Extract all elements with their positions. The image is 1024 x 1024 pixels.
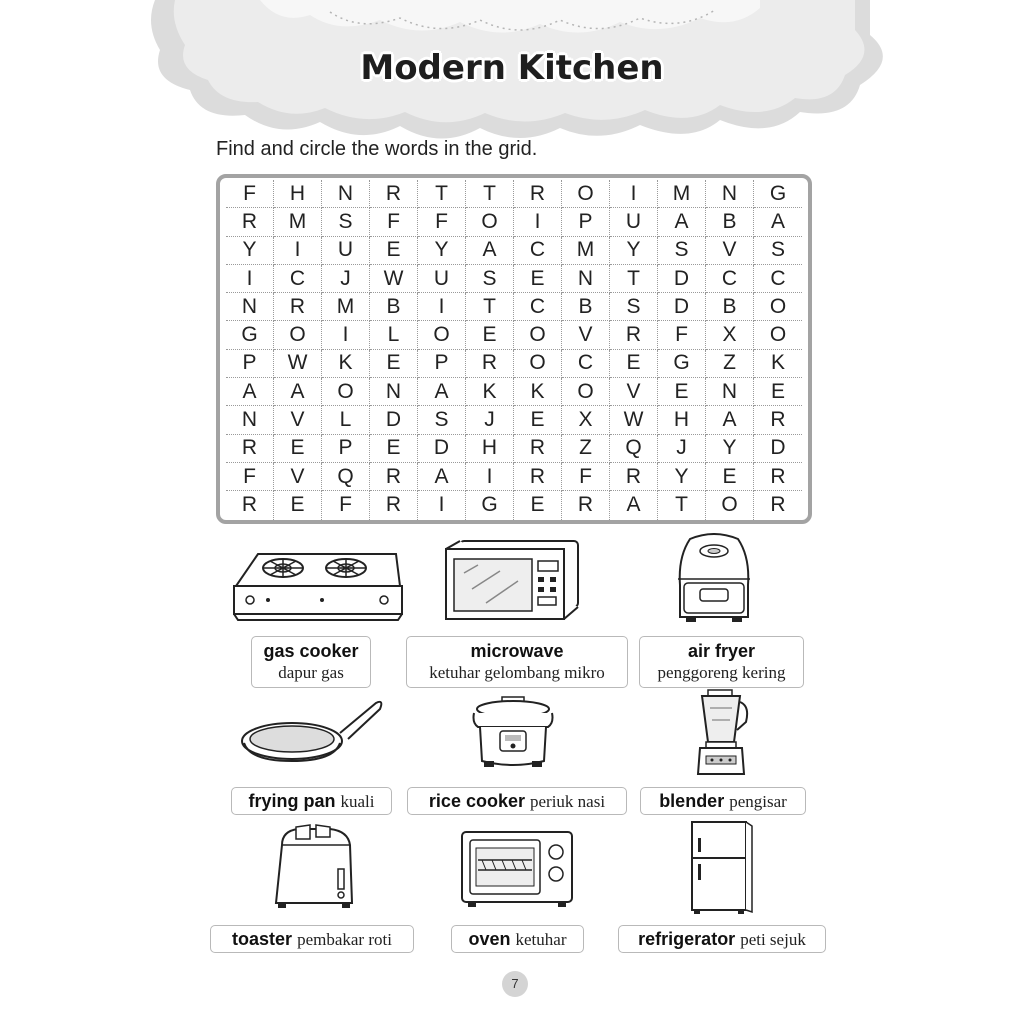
label-refrigerator-ms: peti sejuk — [740, 930, 806, 949]
grid-cell: N — [706, 378, 754, 406]
grid-cell: I — [226, 265, 274, 293]
grid-cell: D — [418, 435, 466, 463]
grid-cell: E — [610, 350, 658, 378]
grid-cell: N — [322, 180, 370, 208]
grid-cell: Y — [226, 237, 274, 265]
label-gas-cooker — [251, 636, 371, 688]
grid-cell: U — [418, 265, 466, 293]
grid-cell: I — [418, 491, 466, 519]
label-frying-pan-ms: kuali — [340, 792, 375, 811]
grid-cell: A — [658, 208, 706, 236]
grid-cell: N — [706, 180, 754, 208]
grid-cell: H — [658, 406, 706, 434]
grid-cell: P — [322, 435, 370, 463]
grid-cell: O — [754, 293, 802, 321]
grid-cell: E — [466, 321, 514, 349]
grid-cell: E — [514, 491, 562, 519]
page-number: 7 — [502, 971, 528, 997]
grid-cell: O — [322, 378, 370, 406]
grid-cell: U — [610, 208, 658, 236]
grid-cell: Y — [418, 237, 466, 265]
grid-cell: S — [322, 208, 370, 236]
grid-cell: E — [370, 237, 418, 265]
grid-cell: T — [658, 491, 706, 519]
grid-cell: Z — [706, 350, 754, 378]
grid-cell: I — [418, 293, 466, 321]
label-toaster — [210, 925, 414, 953]
grid-cell: V — [706, 237, 754, 265]
grid-cell: O — [514, 350, 562, 378]
grid-cell: R — [274, 293, 322, 321]
grid-cell: B — [706, 293, 754, 321]
grid-cell: E — [658, 378, 706, 406]
grid-cell: V — [610, 378, 658, 406]
grid-cell: Q — [610, 435, 658, 463]
grid-cell: G — [466, 491, 514, 519]
grid-cell: W — [274, 350, 322, 378]
grid-cell: F — [370, 208, 418, 236]
word-search-grid — [216, 174, 812, 524]
grid-cell: S — [754, 237, 802, 265]
grid-cell: R — [226, 491, 274, 519]
grid-cell: R — [514, 435, 562, 463]
grid-cell: P — [226, 350, 274, 378]
label-frying-pan-en: frying pan — [248, 791, 336, 811]
grid-cell: J — [658, 435, 706, 463]
grid-cell: L — [322, 406, 370, 434]
grid-cell: I — [514, 208, 562, 236]
grid-cell: I — [466, 463, 514, 491]
grid-cell: B — [706, 208, 754, 236]
grid-cell: O — [466, 208, 514, 236]
grid-cell: R — [226, 208, 274, 236]
grid-cell: M — [562, 237, 610, 265]
grid-cell: F — [658, 321, 706, 349]
grid-cell: E — [514, 265, 562, 293]
grid-cell: T — [466, 180, 514, 208]
grid-cell: E — [754, 378, 802, 406]
grid-cell: J — [322, 265, 370, 293]
frying-pan-icon — [236, 693, 386, 769]
label-rice-cooker-en: rice cooker — [428, 791, 525, 811]
grid-cell: F — [562, 463, 610, 491]
grid-cell: G — [754, 180, 802, 208]
grid-cell: T — [418, 180, 466, 208]
grid-cell: O — [754, 321, 802, 349]
grid-cell: N — [370, 378, 418, 406]
grid-cell: D — [754, 435, 802, 463]
grid-cell: V — [274, 463, 322, 491]
grid-cell: R — [466, 350, 514, 378]
grid-cell: D — [658, 265, 706, 293]
grid-cell: A — [418, 463, 466, 491]
label-microwave-en: microwave — [470, 641, 564, 661]
grid-cell: C — [514, 237, 562, 265]
grid-cell: E — [370, 350, 418, 378]
grid-cell: I — [610, 180, 658, 208]
label-microwave — [406, 636, 628, 688]
grid-cell: G — [658, 350, 706, 378]
blender-icon — [694, 688, 750, 778]
grid-cell: N — [226, 406, 274, 434]
grid-cell: K — [466, 378, 514, 406]
grid-cell: A — [610, 491, 658, 519]
grid-cell: Q — [322, 463, 370, 491]
grid-cells — [226, 180, 802, 520]
refrigerator-icon — [688, 820, 754, 916]
grid-cell: C — [274, 265, 322, 293]
label-blender-ms: pengisar — [729, 792, 787, 811]
grid-cell: A — [706, 406, 754, 434]
grid-cell: R — [514, 463, 562, 491]
grid-cell: S — [418, 406, 466, 434]
grid-cell: R — [754, 463, 802, 491]
grid-cell: L — [370, 321, 418, 349]
air-fryer-icon — [670, 533, 758, 625]
grid-cell: R — [370, 180, 418, 208]
grid-cell: M — [658, 180, 706, 208]
grid-cell: E — [514, 406, 562, 434]
grid-cell: M — [274, 208, 322, 236]
grid-cell: O — [418, 321, 466, 349]
grid-cell: W — [370, 265, 418, 293]
grid-cell: A — [226, 378, 274, 406]
label-oven — [451, 925, 584, 953]
grid-cell: D — [370, 406, 418, 434]
grid-cell: E — [370, 435, 418, 463]
grid-cell: H — [466, 435, 514, 463]
grid-cell: P — [418, 350, 466, 378]
grid-cell: S — [610, 293, 658, 321]
rice-cooker-icon — [470, 693, 556, 773]
grid-cell: I — [274, 237, 322, 265]
grid-cell: R — [562, 491, 610, 519]
grid-cell: M — [322, 293, 370, 321]
grid-cell: S — [466, 265, 514, 293]
grid-cell: A — [466, 237, 514, 265]
grid-cell: B — [370, 293, 418, 321]
label-microwave-ms: ketuhar gelombang mikro — [429, 663, 605, 682]
grid-cell: E — [706, 463, 754, 491]
grid-cell: O — [562, 180, 610, 208]
label-rice-cooker-ms: periuk nasi — [529, 792, 606, 811]
grid-cell: C — [514, 293, 562, 321]
grid-cell: A — [418, 378, 466, 406]
grid-cell: A — [754, 208, 802, 236]
grid-cell: O — [514, 321, 562, 349]
grid-cell: R — [754, 406, 802, 434]
grid-cell: F — [226, 463, 274, 491]
grid-cell: W — [610, 406, 658, 434]
label-blender — [640, 787, 806, 815]
grid-cell: V — [562, 321, 610, 349]
grid-cell: Y — [610, 237, 658, 265]
grid-cell: F — [418, 208, 466, 236]
label-gas-cooker-en: gas cooker — [263, 641, 359, 661]
grid-cell: O — [562, 378, 610, 406]
label-oven-en: oven — [468, 929, 511, 949]
grid-cell: O — [274, 321, 322, 349]
grid-cell: C — [754, 265, 802, 293]
grid-cell: F — [226, 180, 274, 208]
grid-cell: K — [514, 378, 562, 406]
grid-cell: Y — [658, 463, 706, 491]
grid-cell: H — [274, 180, 322, 208]
grid-cell: G — [226, 321, 274, 349]
label-oven-ms: ketuhar — [515, 930, 567, 949]
label-toaster-en: toaster — [232, 929, 293, 949]
grid-cell: I — [322, 321, 370, 349]
microwave-icon — [442, 539, 582, 623]
grid-cell: R — [226, 435, 274, 463]
grid-cell: X — [706, 321, 754, 349]
toaster-icon — [268, 823, 360, 911]
label-air-fryer-ms: penggoreng kering — [657, 663, 786, 682]
label-gas-cooker-ms: dapur gas — [278, 663, 344, 682]
grid-cell: R — [370, 491, 418, 519]
grid-cell: X — [562, 406, 610, 434]
label-refrigerator-en: refrigerator — [638, 929, 736, 949]
grid-cell: T — [610, 265, 658, 293]
grid-cell: O — [706, 491, 754, 519]
grid-cell: B — [562, 293, 610, 321]
grid-cell: R — [370, 463, 418, 491]
label-blender-en: blender — [659, 791, 725, 811]
grid-cell: K — [322, 350, 370, 378]
page-title: Modern Kitchen — [360, 48, 664, 88]
grid-cell: R — [610, 463, 658, 491]
oven-icon — [458, 828, 576, 910]
grid-cell: C — [562, 350, 610, 378]
gas-cooker-icon — [228, 546, 404, 624]
grid-cell: F — [322, 491, 370, 519]
grid-cell: N — [226, 293, 274, 321]
grid-cell: V — [274, 406, 322, 434]
grid-cell: J — [466, 406, 514, 434]
label-air-fryer — [639, 636, 804, 688]
grid-cell: T — [466, 293, 514, 321]
label-toaster-ms: pembakar roti — [297, 930, 392, 949]
grid-cell: R — [514, 180, 562, 208]
label-frying-pan — [231, 787, 392, 815]
instructions-text: Find and circle the words in the grid. — [216, 138, 538, 160]
grid-cell: Z — [562, 435, 610, 463]
grid-cell: E — [274, 435, 322, 463]
grid-cell: R — [610, 321, 658, 349]
grid-cell: R — [770, 493, 786, 517]
grid-cell: D — [658, 293, 706, 321]
grid-cell: E — [274, 491, 322, 519]
label-rice-cooker — [407, 787, 627, 815]
grid-cell: Y — [706, 435, 754, 463]
grid-cell: A — [274, 378, 322, 406]
grid-cell: U — [322, 237, 370, 265]
grid-cell: S — [658, 237, 706, 265]
grid-cell: N — [562, 265, 610, 293]
grid-cell: K — [754, 350, 802, 378]
grid-cell: P — [562, 208, 610, 236]
label-refrigerator — [618, 925, 826, 953]
grid-cell: C — [706, 265, 754, 293]
label-air-fryer-en: air fryer — [687, 641, 756, 661]
